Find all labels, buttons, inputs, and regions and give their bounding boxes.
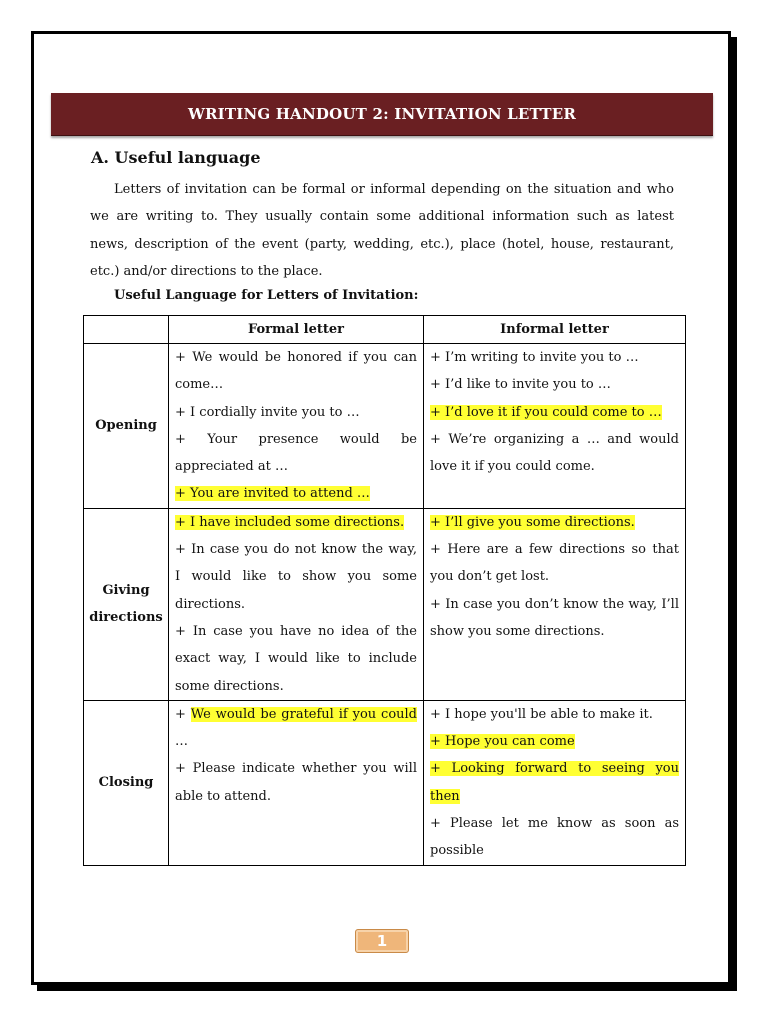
phrase-text: + Hope you can come <box>430 734 575 750</box>
phrase-text: + I cordially invite you to … <box>175 404 360 420</box>
phrase-item <box>430 701 679 728</box>
phrase-item <box>430 344 679 371</box>
phrase-text: + I hope you'll be able to make it. <box>430 706 653 722</box>
formal-cell <box>169 700 424 865</box>
phrase-text: + Please indicate whether you will able to attend. <box>175 761 417 804</box>
phrase-text: + I’m writing to invite you to … <box>430 350 639 365</box>
formal-cell <box>169 344 424 509</box>
phrase-text: + <box>175 706 191 722</box>
phrase-item <box>175 399 417 426</box>
phrase-text: + We would be honored if you can come… <box>175 350 417 393</box>
table-header-row <box>84 316 686 344</box>
page-number-badge <box>355 929 409 953</box>
phrase-text: + Looking forward to seeing you then <box>430 761 679 804</box>
page-number: 1 <box>376 932 388 950</box>
row-label: Closing <box>84 700 169 865</box>
useful-language-table <box>83 315 686 866</box>
phrase-text: + In case you have no idea of the exact way, I would like to include some directions. <box>175 623 417 694</box>
handout-title: WRITING HANDOUT 2: INVITATION LETTER <box>187 105 577 123</box>
phrase-item <box>430 728 679 755</box>
phrase-highlight: We would be grateful if you could <box>190 706 417 722</box>
informal-cell <box>424 700 686 865</box>
phrase-item <box>175 755 417 810</box>
informal-cell <box>424 344 686 509</box>
phrase-item <box>430 509 679 536</box>
table-row <box>84 700 686 865</box>
phrase-text: + I’d like to invite you to … <box>430 377 611 393</box>
phrase-item <box>175 509 417 536</box>
phrase-text: + We’re organizing a … and would love it if you could come. <box>430 431 679 475</box>
informal-cell <box>424 508 686 700</box>
phrase-text: + Please let me know as soon as possible <box>430 816 679 859</box>
header-empty <box>84 316 169 344</box>
phrase-text: + In case you don’t know the way, I’ll show you some directions. <box>430 596 679 639</box>
phrase-text: + I’ll give you some directions. <box>430 514 635 530</box>
phrase-text: + I’d love it if you could come to … <box>430 404 662 420</box>
table-row <box>84 344 686 509</box>
intro-paragraph: Letters of invitation can be formal or informal depending on the situation and who we are writing to. They usually contain some additional information such as latest news, description of the event (party, wedding, etc.), place (hotel, house, restaurant, etc.) and/or directions to the place. <box>90 182 674 279</box>
phrase-item <box>175 618 417 700</box>
phrase-text: + You are invited to attend … <box>175 486 370 502</box>
phrase-item <box>175 344 417 399</box>
phrase-tail: … <box>175 734 188 750</box>
formal-cell <box>169 508 424 700</box>
row-label: Opening <box>84 344 169 509</box>
phrase-item <box>430 371 679 398</box>
section-heading: A. Useful language <box>91 148 261 167</box>
row-label: Giving directions <box>84 508 169 700</box>
phrase-text: + Here are a few directions so that you don’t get lost. <box>430 542 679 585</box>
phrase-item <box>175 536 417 618</box>
handout-title-banner <box>51 93 713 136</box>
phrase-text: + I have included some directions. <box>175 514 405 530</box>
phrase-item <box>430 591 679 646</box>
phrase-item <box>430 755 679 810</box>
phrase-item <box>430 810 679 865</box>
table-caption: Useful Language for Letters of Invitation: <box>114 288 419 303</box>
phrase-item <box>175 701 417 756</box>
header-formal: Formal letter <box>169 316 424 344</box>
phrase-text: + In case you do not know the way, I would like to show you some directions. <box>175 542 417 612</box>
header-informal: Informal letter <box>424 316 686 344</box>
phrase-item <box>175 426 417 481</box>
phrase-item <box>430 536 679 591</box>
phrase-item <box>175 480 417 507</box>
phrase-item <box>430 426 679 481</box>
phrase-item <box>430 399 679 426</box>
phrase-text: + Your presence would be appreciated at … <box>175 431 417 475</box>
table-row <box>84 508 686 700</box>
